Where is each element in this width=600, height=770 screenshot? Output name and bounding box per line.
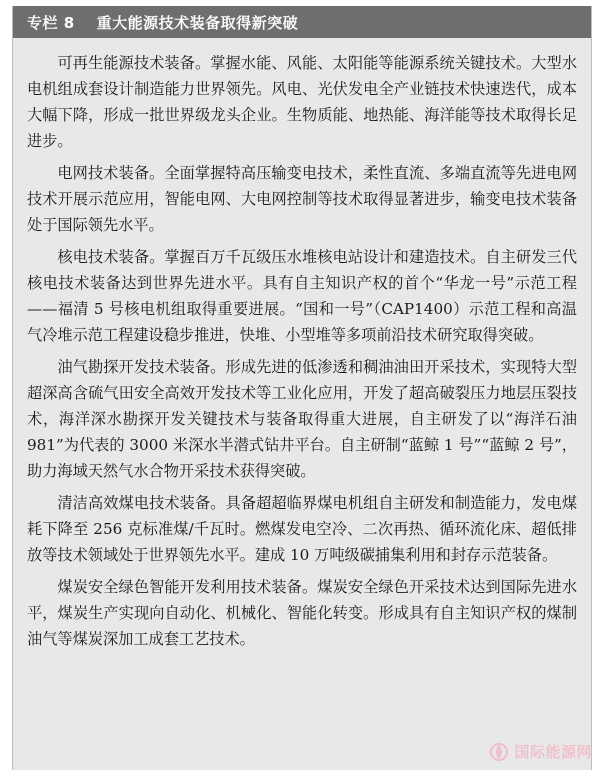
paragraph-oil-gas: 油气勘探开发技术装备。形成先进的低渗透和稠油油田开采技术，实现特大型超深高含硫气田安全高效开发技术等工业化应用，开发了超高破裂压力地层压裂技术，海洋深水勘探开发关键技术与装备取得重大进展，自主研发了以“海洋石油 981”为代表的 3000 米深水半潜式钻井平台。自主研制“蓝鲸 1 号”“蓝鲸 2 号”，助力海域天然气水合物开采技术获得突破。 (27, 358, 577, 480)
paragraph-coal-mining: 煤炭安全绿色智能开发利用技术装备。煤炭安全绿色开采技术达到国际先进水平，煤炭生产实现向自动化、机械化、智能化转变。形成具有自主知识产权的煤制油气等煤炭深加工成套工艺技术。 (27, 578, 577, 648)
energy-logo-icon (489, 742, 509, 762)
paragraph-grid: 电网技术装备。全面掌握特高压输变电技术，柔性直流、多端直流等先进电网技术开展示范应用，智能电网、大电网控制等技术取得显著进步，输变电技术装备处于国际领先水平。 (27, 164, 577, 234)
box-label: 专栏 8 (27, 13, 75, 32)
watermark (489, 741, 592, 762)
box-content (13, 38, 591, 652)
box-title: 重大能源技术装备取得新突破 (96, 13, 299, 32)
watermark-text: 国际能源网 (514, 743, 592, 761)
paragraph-renewable: 可再生能源技术装备。掌握水能、风能、太阳能等能源系统关键技术。大型水电机组成套设计制造能力世界领先。风电、光伏发电全产业链技术快速迭代，成本大幅下降，形成一批世界级龙头企业。生物质能、地热能、海洋能等技术取得长足进步。 (27, 54, 577, 150)
document-box (12, 6, 592, 770)
box-title-bar (13, 6, 591, 38)
paragraph-coal-power: 清洁高效煤电技术装备。具备超超临界煤电机组自主研发和制造能力，发电煤耗下降至 256 克标准煤/千瓦时。燃煤发电空冷、二次再热、循环流化床、超低排放等技术领域处于世界领先水平。建成 10 万吨级碳捕集利用和封存示范装备。 (27, 494, 577, 564)
paragraph-nuclear: 核电技术装备。掌握百万千瓦级压水堆核电站设计和建造技术。自主研发三代核电技术装备达到世界先进水平。具有自主知识产权的首个“华龙一号”示范工程——福清 5 号核电机组取得重要进展。“国和一号”（CAP1400）示范工程和高温气冷堆示范工程建设稳步推进，快堆、小型堆等多项前沿技术研究取得突破。 (27, 248, 577, 344)
